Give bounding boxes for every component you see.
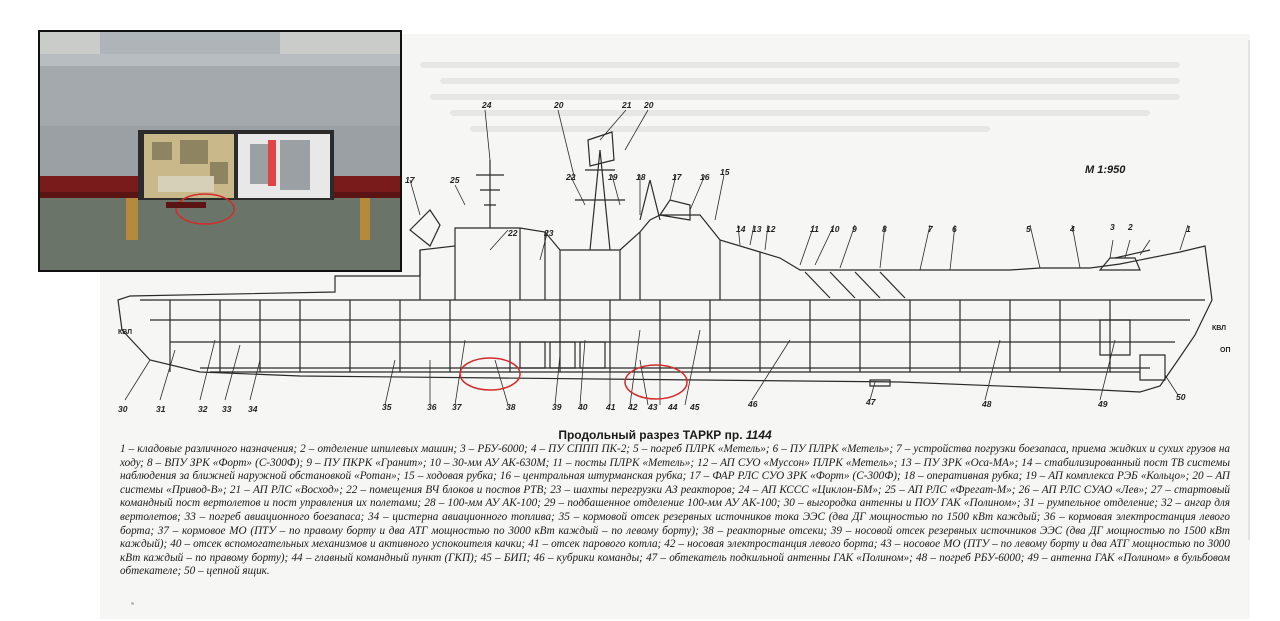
callout-label: 8 [882,224,887,234]
callout-label: 12 [766,224,776,234]
callout-label: 4 [1070,224,1075,234]
callout-label: 18 [636,172,646,182]
callout-label: 13 [752,224,762,234]
callout-label: 15 [720,167,730,177]
callout-label: 41 [606,402,616,412]
callout-label: 43 [648,402,658,412]
figure-title-text: Продольный разрез ТАРКР пр. [558,428,743,442]
legend-text: 1 – кладовые различного назначения; 2 – отделение шпилевых машин; 3 – РБУ-6000; 4 – ПУ СППП ПК-2; 5 – погреб ПЛРК «Метель»; 6 – ПУ ПЛРК «Метель»; 7 – устройства погрузки боезапаса, приема жидких и сухих грузов на ходу; 8 – ВПУ ЗРК «Форт» (С-300Ф); 9 – ПУ ПКРК «Гранит»; 10 – 30-мм АУ АК-630М; 11 – посты ПЛРК «Метель»; 12 – АП СУО «Муссон» ПЛРК «Метель»; 13 – ПУ ЗРК «Оса-МА»; 14 – стабилизированный пост ТВ системы наблюдения за ближней наружной обстановкой «Ротан»; 15 – ходовая рубка; 16 – центральная штурманская рубка; 17 – ФАР РЛС СУО ЗРК «Форт» (С-300Ф); 18 – оперативная рубка; 19 – АП комплекса РЭБ «Кольцо»; 20 – АП системы «Привод-В»; 21 – АП РЛС «Восход»; 22 – помещения ВЧ блоков и постов РТВ; 23 – шахты перегрузки АЗ реакторов; 24 – АП КССС «Циклон-БМ»; 25 – АП РЛС «Фрегат-М»; 26 – АП РЛС СУАО «Лев»; 27 – стартовый командный пост вертолетов и пост управления их полетами; 28 – 100-мм АУ АК-100; 29 – подбашенное отделение 100-мм АУ АК-100; 30 – выгородка антенны и ПОУ ГАК «Полином»; 31 – румпельное отделение; 32 – ангар для вертолетов; 33 – погреб авиационного боезапаса; 34 – цистерна авиационного топлива; 35 – кормовой отсек резервных источников тока ЭЭС (два ДГ мощностью по 1500 кВт каждый; 36 – кормовая электростанция левого борта; 37 – кормовое МО (ПТУ – по правому борту и два АТГ мощностью по 3000 кВт каждый – по левому борту); 38 – реакторные отсеки; 39 – носовой отсек резервных источников ЭЭС (два ДГ мощностью по 1500 кВт каждый); 40 – отсек вспомогательных механизмов и активного успокоителя качки; 41 – отсек парового котла; 42 – носовая электростанция левого борта; 43 – носовое МО (ПТУ – по левому борту и два АТГ мощностью по 3000 кВт каждый – по правому борту); 44 – главный командный пункт (ГКП); 45 – БИП; 46 – кубрики команды; 47 – обтекатель подкильной антенны ГАК «Полином»; 48 – погреб РБУ-6000; 49 – антенна ГАК «Полином» в бульбовом обтекателе; 50 – цепной ящик. [120,443,1230,578]
callout-label: 32 [198,404,208,414]
missile-launchers [805,272,905,298]
callout-label: 16 [700,172,710,182]
fore-mast [640,180,660,220]
callout-label: 5 [1026,224,1031,234]
figure-title [100,428,1230,442]
forward-superstructure [640,232,760,300]
callout-label: 10 [830,224,840,234]
callout-label: 22 [508,228,518,238]
highlight-ellipse-aft [460,358,520,390]
callout-label: 35 [382,402,392,412]
callout-label: 20 [644,100,654,110]
callout-label: 39 [552,402,562,412]
top-leader-lines [410,110,1188,270]
callout-label: 14 [736,224,746,234]
callout-label: 9 [852,224,857,234]
callout-label: 17 [672,172,682,182]
callout-label: 34 [248,404,258,414]
callout-label: 44 [668,402,678,412]
callout-label: 36 [427,402,437,412]
fore-director [660,200,690,220]
callout-label: 25 [450,175,460,185]
callout-label: 40 [578,402,588,412]
callout-label: 38 [506,402,516,412]
reactor-compartments [520,342,605,368]
baseline-label: ОП [1220,347,1231,354]
callout-label: 50 [1176,392,1186,402]
callout-label: 19 [608,172,618,182]
bow-gun [1115,250,1150,258]
highlight-ellipse-fore [625,365,687,399]
callout-label: 17 [405,175,415,185]
figure-title-number: 1144 [745,428,772,442]
callout-label: 1 [1186,224,1191,234]
callout-label: 24 [482,100,492,110]
sonar-fairing [870,380,890,386]
waterline-label-stern: КВЛ [118,329,133,336]
rbu-magazine [1100,320,1130,355]
callout-label: 7 [928,224,933,234]
callout-label: 42 [628,402,638,412]
callout-label: 46 [748,399,758,409]
callout-label: 47 [866,397,876,407]
callout-label: 30 [118,404,128,414]
callout-label: 22 [566,172,576,182]
callout-label: 48 [982,399,992,409]
aft-mast [476,160,504,228]
callout-label: 21 [622,100,632,110]
bottom-callout-labels [118,392,1186,414]
callout-label: 45 [690,402,700,412]
inset-photo [38,30,402,272]
ship-model-photo [40,32,400,270]
callout-label: 31 [156,404,166,414]
callout-label: 33 [222,404,232,414]
callout-label: 2 [1128,222,1133,232]
top-callout-labels [405,100,1191,238]
aft-director [410,210,440,246]
callout-label: 3 [1110,222,1115,232]
callout-label: 11 [810,224,819,234]
callout-label: 49 [1098,399,1108,409]
callout-label: 37 [452,402,462,412]
callout-label: 6 [952,224,957,234]
aft-superstructure [420,228,520,300]
callout-label: 20 [554,100,564,110]
scale-label: М 1:950 [1085,164,1126,176]
waterline-label-bow: КВЛ [1212,325,1227,332]
leader-lines [125,320,1178,405]
callout-label: 23 [544,228,554,238]
scan-artifact [131,602,134,605]
